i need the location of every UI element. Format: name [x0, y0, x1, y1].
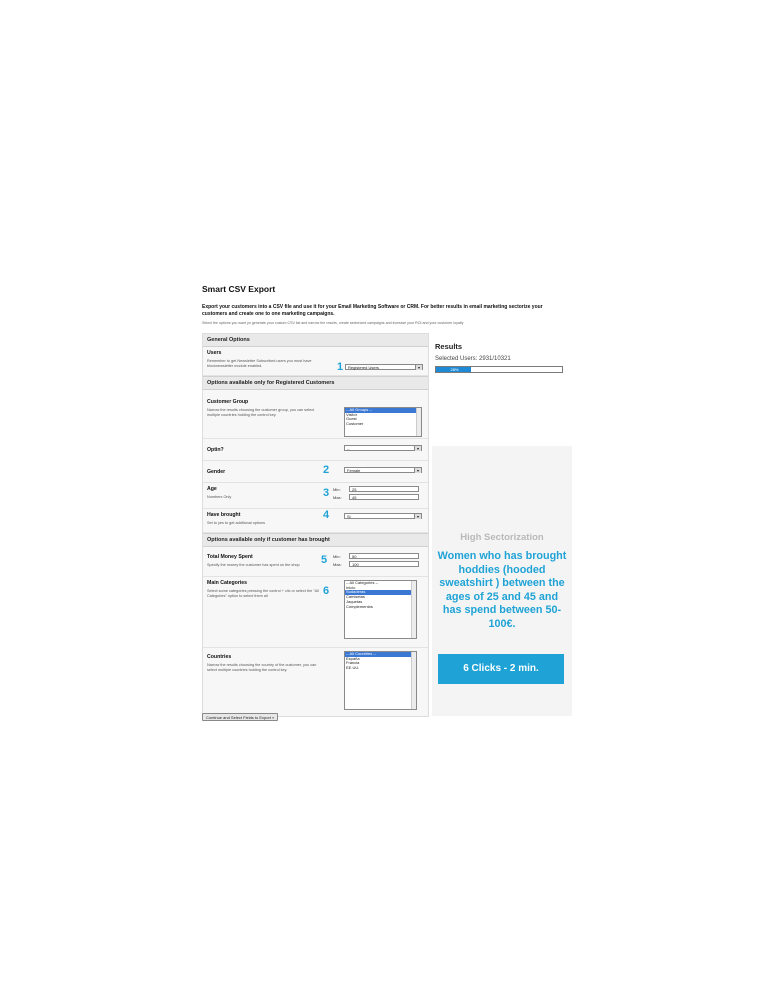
have-brought-select[interactable] — [344, 513, 422, 519]
step-number-6: 6 — [323, 585, 330, 597]
users-select[interactable] — [345, 364, 423, 370]
step-number-5: 5 — [321, 554, 328, 566]
customer-group-row — [203, 390, 428, 439]
results-panel — [435, 342, 567, 373]
progress-bar — [435, 366, 563, 373]
money-max-input[interactable]: 100 — [349, 561, 419, 567]
users-select-value: Registered Users — [348, 365, 379, 370]
page-hint: Select the options you want yo generate your custom CSV list and narrow the results, create sectorized campaigns and increase your ROI and your customer loyalty — [202, 321, 464, 325]
countries-row — [203, 648, 428, 716]
categories-list[interactable] — [344, 580, 417, 639]
promo-heading: High Sectorization — [460, 532, 544, 543]
gender-select[interactable] — [344, 467, 422, 473]
age-min-label: Min: — [333, 487, 341, 492]
age-min-input[interactable]: 25 — [349, 486, 419, 492]
section-registered-header: Options available only for Registered Customers — [203, 376, 428, 390]
step-number-2: 2 — [323, 464, 330, 476]
chevron-down-icon: ▾ — [414, 514, 421, 519]
promo-box — [432, 446, 572, 716]
list-item[interactable]: -- All Groups -- — [345, 408, 421, 413]
list-item[interactable]: España — [346, 655, 360, 661]
step-number-3: 3 — [323, 487, 330, 499]
categories-row — [203, 577, 428, 648]
promo-cta: 6 Clicks - 2 min. — [438, 654, 564, 684]
list-item[interactable]: Jaquetas — [346, 598, 363, 604]
list-item[interactable]: -- All Categories -- — [346, 580, 379, 585]
users-label: Users — [207, 350, 222, 356]
users-row — [203, 347, 428, 376]
chevron-down-icon: ▾ — [415, 365, 422, 370]
list-item[interactable]: EE.UU. — [346, 665, 360, 671]
customer-group-desc: Narrow the results choosing the customer group, you can select multiple countries holding the control key. — [207, 408, 315, 417]
results-title: Results — [435, 342, 463, 351]
money-desc: Specify the money the customer has spent on the shop — [207, 563, 300, 567]
scrollbar[interactable] — [411, 652, 416, 709]
money-label: Total Money Spent — [207, 554, 253, 560]
money-max-label: Max: — [333, 562, 342, 567]
gender-select-value: Female — [347, 468, 361, 473]
countries-desc: Narrow the results choosing the country of the customer, you can select multiple countries holding the control key. — [207, 663, 317, 672]
optin-row — [203, 439, 428, 461]
categories-label: Main Categories — [207, 580, 248, 586]
money-min-label: Min: — [333, 554, 341, 559]
scrollbar[interactable] — [416, 408, 421, 436]
scrollbar[interactable] — [411, 581, 416, 638]
list-item[interactable]: -- All Countries -- — [345, 652, 416, 657]
page-title: Smart CSV Export — [202, 284, 276, 294]
age-desc: Numbers Only — [207, 495, 232, 499]
section-bought-header: Options available only if customer has brought — [203, 533, 428, 547]
optin-label: Optin? — [207, 447, 224, 453]
list-item[interactable]: Guest — [346, 416, 357, 422]
continue-button[interactable]: Continue and Select Fields to Export » — [202, 713, 278, 721]
countries-list[interactable] — [344, 651, 417, 710]
step-number-4: 4 — [323, 509, 330, 521]
options-panel — [202, 333, 429, 717]
list-item[interactable]: Camisetas — [346, 594, 365, 600]
gender-row — [203, 461, 428, 483]
have-brought-label: Have brought — [207, 512, 241, 518]
progress-label: 28% — [450, 367, 459, 372]
age-label: Age — [207, 486, 217, 492]
page-header — [202, 284, 572, 329]
have-brought-select-value: Si — [347, 514, 351, 519]
customer-group-list[interactable] — [344, 407, 422, 437]
promo-body: Women who has brought hoddies (hooded sweatshirt ) between the ages of 25 and 45 and has spend between 50-100€. — [437, 550, 567, 630]
chevron-down-icon: ▾ — [414, 468, 421, 473]
have-brought-desc: Set to yes to get additional options — [207, 521, 266, 525]
have-brought-row — [203, 509, 428, 533]
list-item[interactable]: Sudaderas — [345, 590, 416, 595]
age-max-input[interactable]: 45 — [349, 494, 419, 500]
countries-label: Countries — [207, 654, 232, 660]
money-row — [203, 547, 428, 577]
age-max-label: Max: — [333, 495, 342, 500]
categories-desc: Select some categories pressing the control + clic or select the "All Categories" option to select them all — [207, 589, 319, 598]
gender-label: Gender — [207, 469, 226, 475]
list-item[interactable]: Inicio — [346, 584, 356, 590]
optin-select-value: -- — [347, 446, 350, 451]
list-item[interactable]: Francia — [346, 660, 360, 666]
customer-group-label: Customer Group — [207, 399, 249, 405]
age-row — [203, 483, 428, 509]
list-item[interactable]: Complementos — [346, 603, 373, 609]
optin-select[interactable] — [344, 445, 422, 451]
money-min-input[interactable]: 50 — [349, 553, 419, 559]
list-item[interactable]: Customer — [346, 421, 364, 427]
page-intro: Export your customers into a CSV file and use it for your Email Marketing Software or CRM. For better results in email marketing sectorize your customers and create one to one marketing campaigns. — [202, 304, 543, 317]
users-desc: Remember to get Newsletter Subscribed users you must have blocknewsletter module enabled. — [207, 359, 312, 368]
selected-users: Selected Users: 2931/10321 — [435, 356, 511, 362]
list-item[interactable]: Visitor — [346, 411, 358, 417]
chevron-down-icon: ▾ — [414, 446, 421, 451]
section-general-header: General Options — [203, 334, 428, 347]
step-number-1: 1 — [337, 361, 344, 373]
